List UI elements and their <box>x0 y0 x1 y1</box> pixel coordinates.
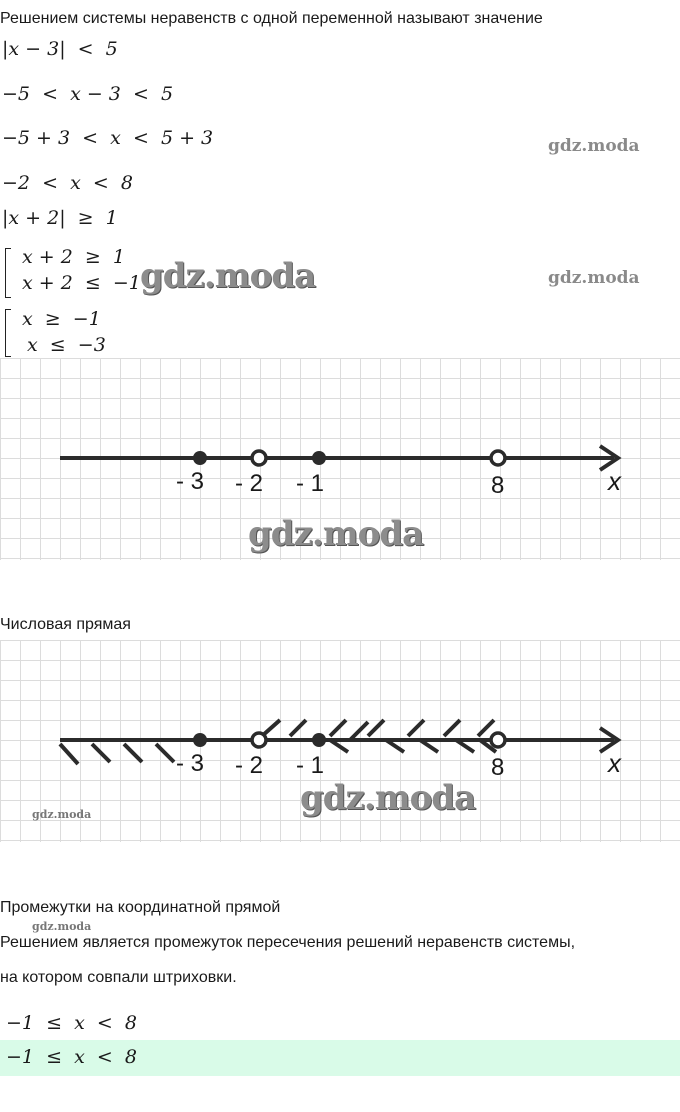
watermark: gdz.moda <box>548 268 640 288</box>
tick-label: - 3 <box>176 750 205 777</box>
point-open <box>252 733 266 747</box>
answer-highlight <box>0 1040 680 1076</box>
math-line-1: |x − 3| < 5 <box>2 38 118 60</box>
point-open <box>491 733 505 747</box>
hatching-right <box>262 720 494 736</box>
watermark: gdz.moda <box>32 920 92 933</box>
math-line-5: |x + 2| ≥ 1 <box>2 207 118 229</box>
answer-highlight-text: −1 ≤ x < 8 <box>6 1046 137 1068</box>
point-open <box>491 451 505 465</box>
tick-label: - 3 <box>176 468 205 495</box>
intro-text: Решением системы неравенств с одной переменной называют значение <box>0 10 543 27</box>
math-line-2: −5 < x − 3 < 5 <box>2 83 174 105</box>
tick-label: - 2 <box>235 470 264 497</box>
tick-label: - 1 <box>296 752 325 779</box>
watermark: gdz.moda <box>300 778 476 818</box>
hatching-left <box>60 744 174 764</box>
math-line-4: −2 < x < 8 <box>2 172 133 194</box>
caption-intervals: Промежутки на координатной прямой <box>0 899 281 916</box>
axis-variable: x <box>608 466 621 496</box>
system-2-line-b: x ≤ −3 <box>27 334 106 356</box>
number-line-2-grid <box>0 640 680 842</box>
tick-label: 8 <box>491 472 505 499</box>
watermark: gdz.moda <box>140 256 316 296</box>
axis-variable: x <box>608 748 621 778</box>
system-bracket-2 <box>5 309 11 357</box>
number-line-1-grid <box>0 358 680 560</box>
hatching-interval <box>330 722 496 752</box>
tick-label: 8 <box>491 754 505 781</box>
answer-line: −1 ≤ x < 8 <box>6 1012 137 1034</box>
tick-label: - 2 <box>235 752 264 779</box>
watermark: gdz.moda <box>248 514 424 554</box>
caption-number-line: Числовая прямая <box>0 616 131 633</box>
explanation-line-1: Решением является промежуток пересечения решений неравенств системы, <box>0 934 576 951</box>
point-filled <box>312 451 326 465</box>
system-bracket-1 <box>5 248 11 298</box>
system-1-line-b: x + 2 ≤ −1 <box>22 272 141 294</box>
point-filled <box>193 451 207 465</box>
tick-label: - 1 <box>296 470 325 497</box>
point-filled <box>312 733 326 747</box>
point-open <box>252 451 266 465</box>
point-filled <box>193 733 207 747</box>
system-2-line-a: x ≥ −1 <box>22 308 101 330</box>
math-line-3: −5 + 3 < x < 5 + 3 <box>2 127 214 149</box>
watermark: gdz.moda <box>32 808 92 821</box>
system-1-line-a: x + 2 ≥ 1 <box>22 246 125 268</box>
watermark: gdz.moda <box>548 136 640 156</box>
explanation-line-2: на котором совпали штриховки. <box>0 969 237 986</box>
